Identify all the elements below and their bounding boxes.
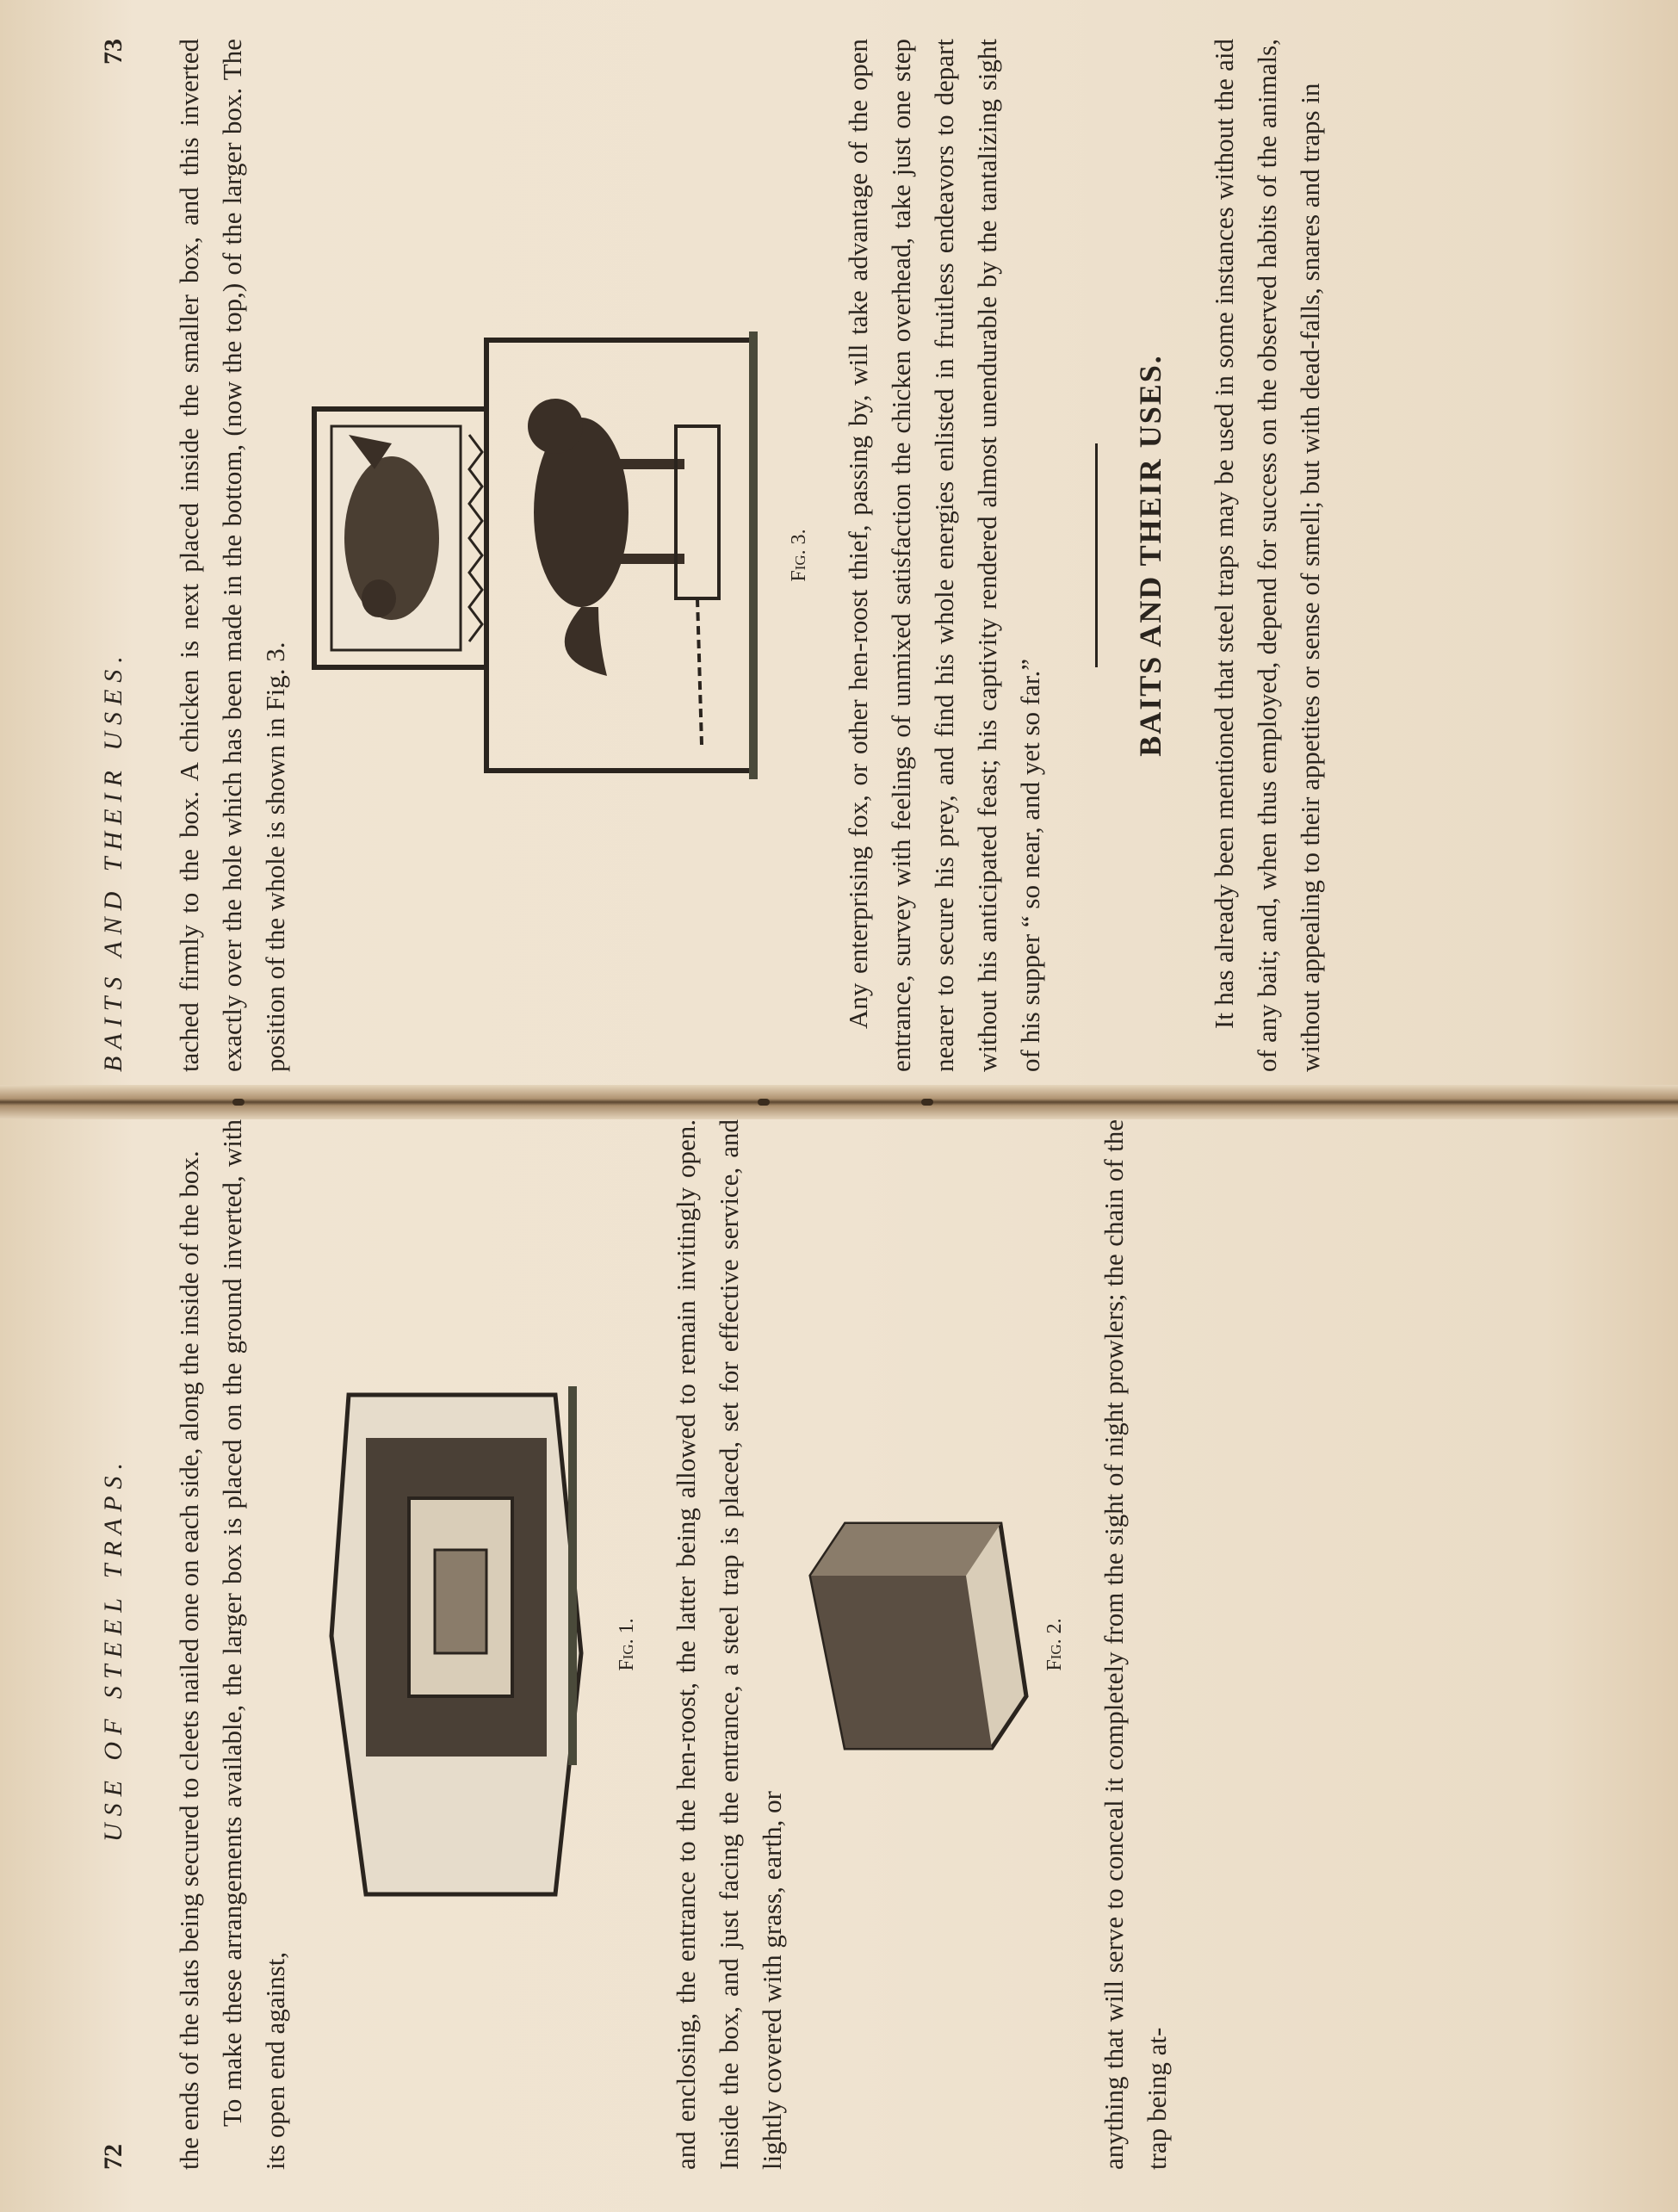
book-gutter: [0, 1085, 1678, 1119]
paragraph: and enclosing, the entrance to the hen-roost, the latter being allowed to remain invitingly open. Inside the box, and just facing the entrance, a steel trap is placed, set for effective service, and lightly covered with grass, earth, or: [671, 1119, 787, 2170]
section-heading: BAITS AND THEIR USES.: [1133, 354, 1167, 757]
fig2-illustration: [794, 1507, 1035, 1782]
binding-stitch: [921, 1099, 933, 1106]
figure-caption: Fig. 3.: [788, 529, 810, 582]
page-73: [99, 39, 1580, 1072]
fig1-illustration: [297, 1369, 607, 1920]
slats: [469, 435, 482, 641]
paragraph: It has already been mentioned that steel traps may be used in some instances without the aid of any bait; and, when thus employed, depend for success on the observed habits of the animals, without appealing to their appetites or sense of smell; but with dead-falls, snares and traps in: [1209, 39, 1325, 1072]
page-number: 73: [99, 39, 127, 65]
section-divider: [1095, 443, 1098, 667]
fox-icon: [528, 399, 684, 676]
binding-stitch: [758, 1099, 770, 1106]
page-72: [99, 1119, 1580, 2170]
steel-trap-icon: [676, 426, 719, 745]
paragraph: Any enterprising fox, or other hen-roost thief, passing by, will take advantage of the open entrance, survey with feelings of unmixed satisfaction the chicken overhead, take just one step nearer to secure his prey, and find his whole energies enlisted in fruitless endeavors to depart without his anticipated feast; his captivity rendered almost unendurable by the tantalizing sight of his supper “ so near, and yet so far.”: [843, 39, 1045, 1072]
fig3-illustration: [297, 314, 779, 796]
paragraph: To make these arrangements available, the larger box is placed on the ground inverted, with its open end against,: [217, 1119, 290, 2170]
paragraph: the ends of the slats being secured to cleets nailed one on each side, along the inside of the box.: [174, 1150, 204, 2170]
running-head: BAITS AND THEIR USES.: [99, 649, 127, 1072]
figure-caption: Fig. 1.: [616, 1618, 638, 1671]
paragraph: anything that will serve to conceal it completely from the sight of night prowlers; the chain of the trap being at-: [1099, 1119, 1172, 2170]
page-header: [99, 1119, 151, 2170]
page-number: 72: [99, 2144, 127, 2170]
paragraph: tached firmly to the box. A chicken is next placed inside the smaller box, and this inverted exactly over the hole which has been made in the bottom, (now the top,) of the larger box. The position of the whole is shown in Fig. 3.: [174, 39, 290, 1072]
running-head: USE OF STEEL TRAPS.: [99, 1455, 127, 1843]
binding-stitch: [232, 1099, 245, 1106]
page-header: [99, 39, 151, 1072]
figure-caption: Fig. 2.: [1043, 1618, 1066, 1671]
trap-pan: [435, 1550, 486, 1653]
